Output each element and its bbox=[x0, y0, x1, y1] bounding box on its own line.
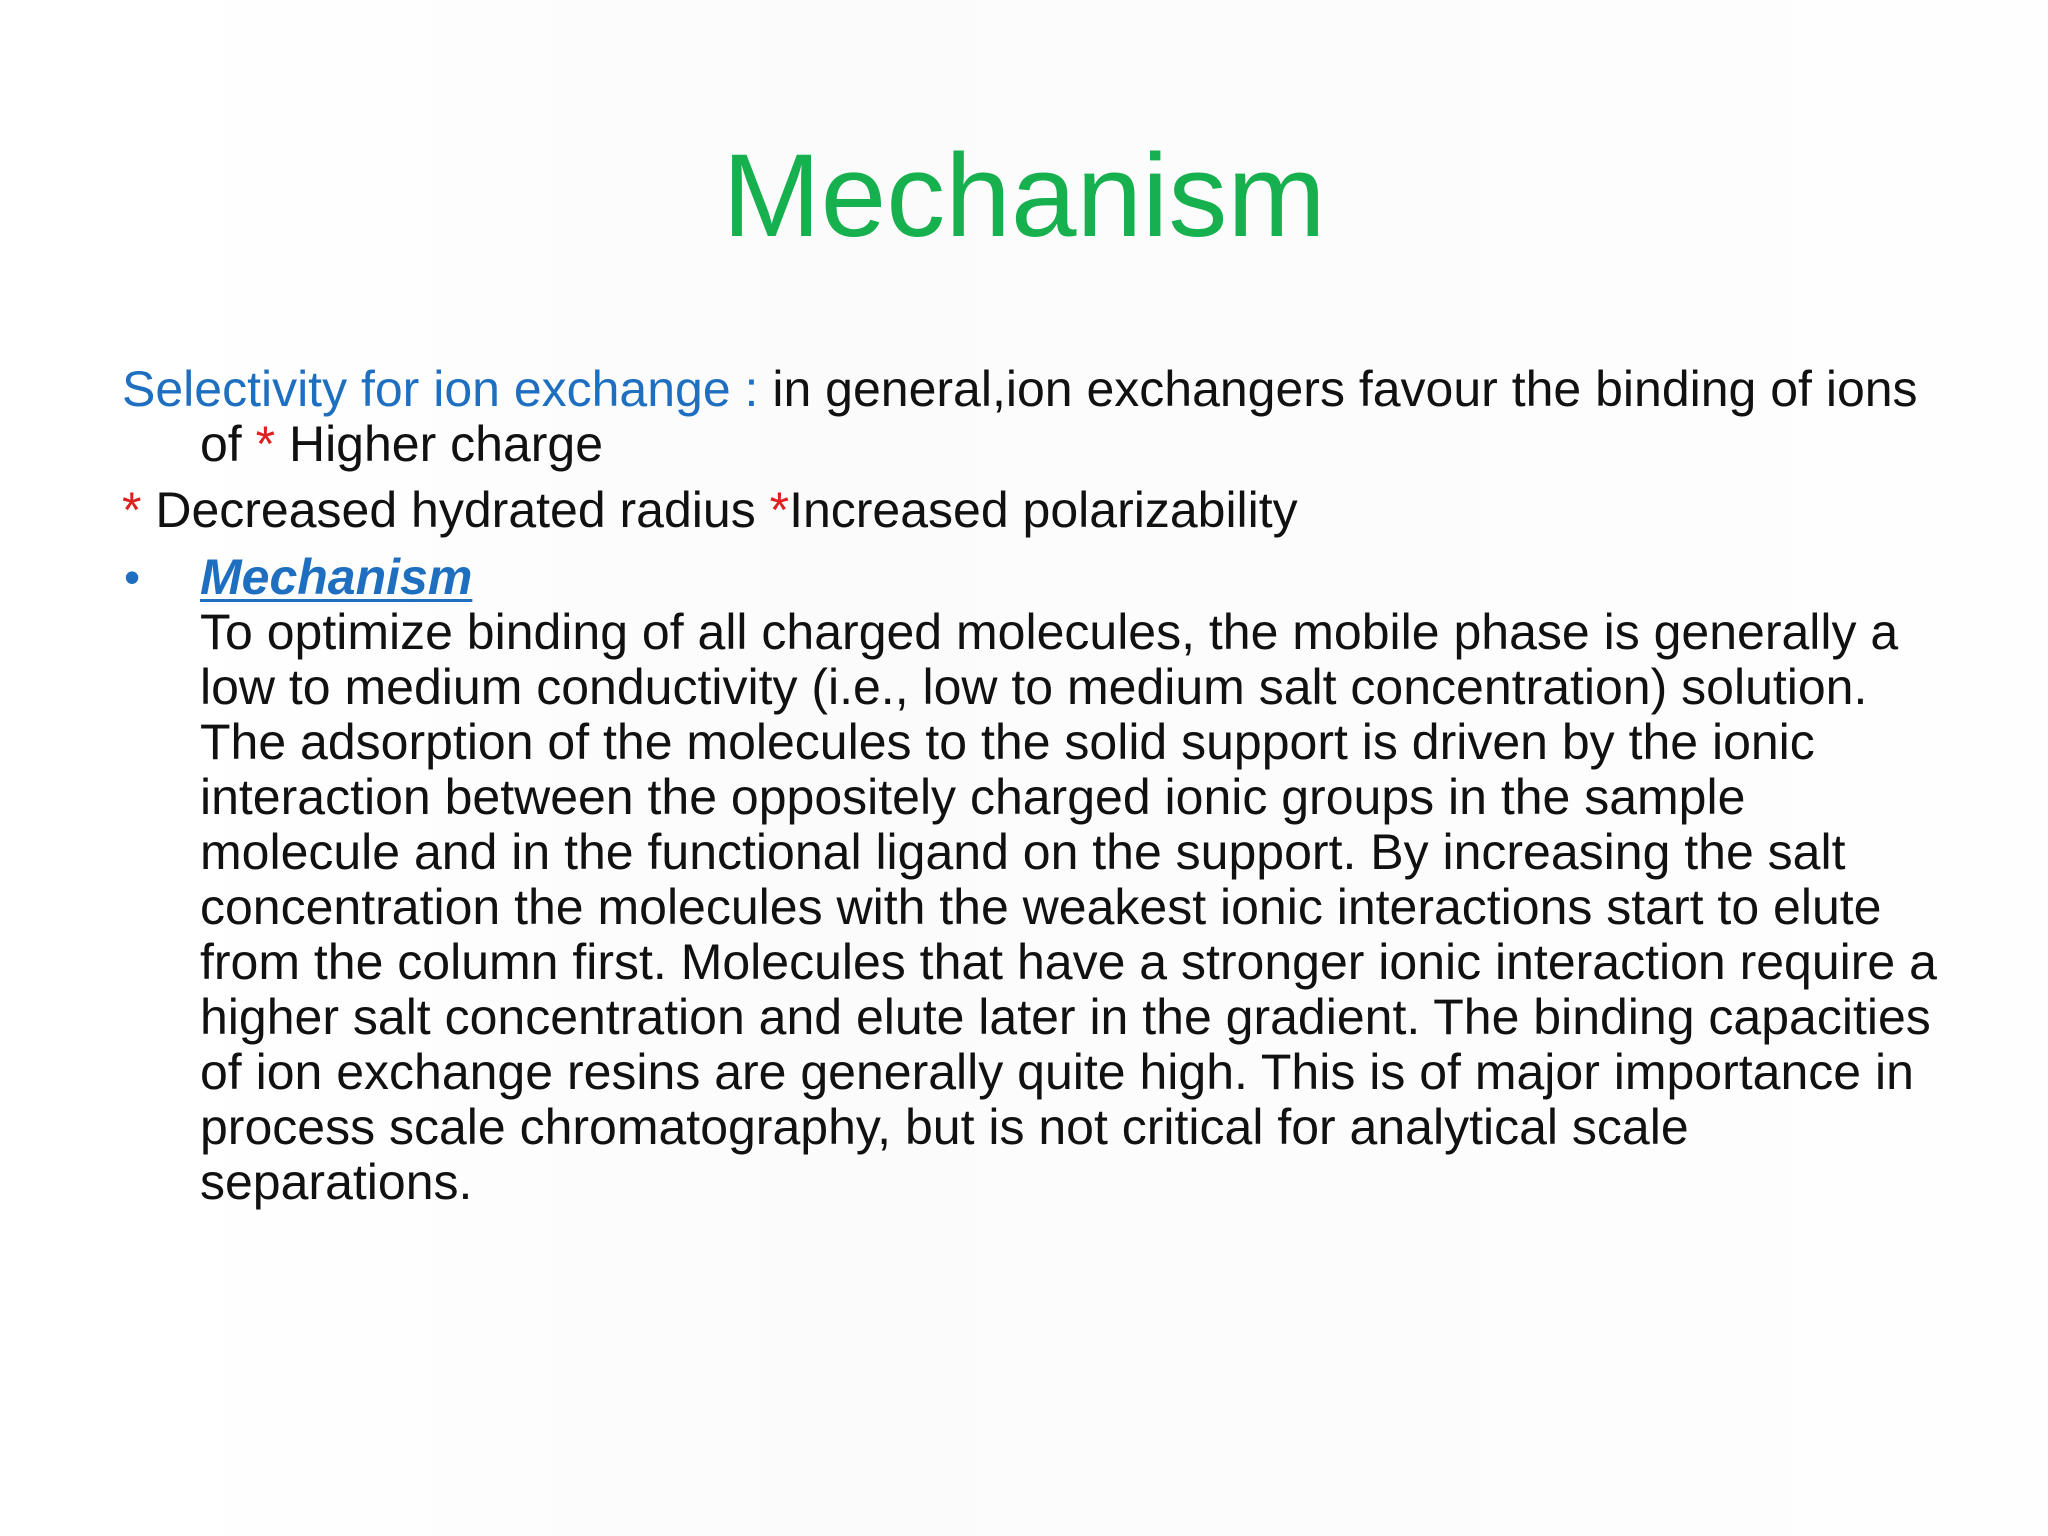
star-marker-1: * bbox=[255, 416, 276, 472]
selectivity-label: Selectivity for ion exchange : bbox=[122, 361, 773, 417]
selectivity-text: in general,ion exchangers favour the binding of ions of bbox=[200, 361, 1918, 472]
properties-line bbox=[122, 483, 1952, 538]
slide-title: Mechanism bbox=[722, 130, 1326, 262]
mechanism-subheading: Mechanism bbox=[200, 549, 473, 605]
bullet-icon: • bbox=[124, 551, 141, 603]
selectivity-paragraph bbox=[122, 362, 1952, 472]
star-marker-3: * bbox=[769, 482, 790, 538]
slide-body bbox=[122, 362, 1952, 1210]
hydrated-radius-text: Decreased hydrated radius bbox=[141, 482, 770, 538]
mechanism-bullet bbox=[122, 550, 1952, 1210]
polarizability-text: Increased polarizability bbox=[789, 482, 1298, 538]
higher-charge-text: Higher charge bbox=[275, 416, 604, 472]
star-marker-2: * bbox=[122, 482, 142, 538]
mechanism-paragraph: To optimize binding of all charged molecules, the mobile phase is generally a low to medium conductivity (i.e., low to medium salt concentration) solution. The adsorption of the molecules to the solid support is driven by the ionic interaction between the oppositely charged ionic groups in the sample molecule and in the functional ligand on the support. By increasing the salt concentration the molecules with the weakest ionic interactions start to elute from the column first. Molecules that have a stronger ionic interaction require a higher salt concentration and elute later in the gradient. The binding capacities of ion exchange resins are generally quite high. This is of major importance in process scale chromatography, but is not critical for analytical scale separations. bbox=[200, 604, 1937, 1210]
